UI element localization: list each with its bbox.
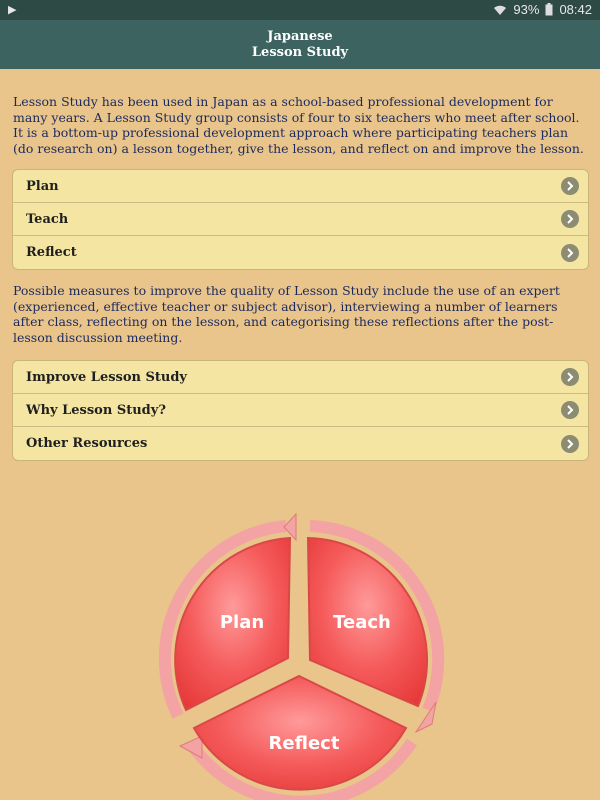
lesson-study-cycle-diagram bbox=[150, 510, 450, 800]
menu-item-other-resources[interactable] bbox=[13, 427, 588, 460]
chevron-right-icon bbox=[561, 177, 579, 195]
chevron-right-icon bbox=[561, 435, 579, 453]
play-store-icon: ▶ bbox=[8, 4, 17, 16]
menu-item-label: Plan bbox=[26, 178, 59, 194]
resources-menu bbox=[12, 360, 589, 461]
chevron-right-icon bbox=[561, 368, 579, 386]
clock: 08:42 bbox=[559, 2, 592, 17]
wifi-icon bbox=[493, 4, 507, 16]
battery-percent: 93% bbox=[513, 2, 540, 17]
chevron-right-icon bbox=[561, 401, 579, 419]
menu-item-label: Reflect bbox=[26, 245, 77, 260]
battery-icon bbox=[545, 3, 553, 16]
measures-text: Possible measures to improve the quality of Lesson Study include the use of an expert (experienced, effective teacher or subject advisor), interviewing a number of learners after class, reflecting on the lesson, and categorising these reflections after the post-lesson discussion meeting. bbox=[13, 283, 560, 346]
arrow-head-icon bbox=[180, 736, 202, 758]
lesson-cycle-menu bbox=[12, 169, 589, 270]
menu-item-label: Why Lesson Study? bbox=[26, 402, 166, 418]
title-line-2: Lesson Study bbox=[251, 44, 349, 60]
status-bar bbox=[0, 0, 600, 20]
arrow-head-icon bbox=[284, 514, 296, 540]
menu-item-label: Improve Lesson Study bbox=[26, 369, 187, 385]
menu-item-label: Other Resources bbox=[26, 436, 148, 451]
menu-item-improve-lesson-study[interactable] bbox=[13, 361, 588, 394]
menu-item-why-lesson-study[interactable] bbox=[13, 394, 588, 427]
chevron-right-icon bbox=[561, 210, 579, 228]
menu-item-teach[interactable] bbox=[13, 203, 588, 236]
cycle-label-reflect: Reflect bbox=[268, 733, 340, 754]
chevron-right-icon bbox=[561, 244, 579, 262]
title-line-1: Japanese bbox=[267, 28, 333, 44]
app-title-bar bbox=[0, 20, 600, 69]
intro-text: Lesson Study has been used in Japan as a school-based professional development for many years. A Lesson Study group consists of four to six teachers who meet after school. It is a bottom-up professional development approach where participating teachers plan (do research on) a lesson together, give the lesson, and reflect on and improve the lesson. bbox=[13, 94, 584, 157]
menu-item-label: Teach bbox=[26, 211, 69, 227]
menu-item-plan[interactable] bbox=[13, 170, 588, 203]
cycle-label-plan: Plan bbox=[219, 612, 265, 633]
menu-item-reflect[interactable] bbox=[13, 236, 588, 269]
cycle-label-teach: Teach bbox=[333, 612, 391, 633]
